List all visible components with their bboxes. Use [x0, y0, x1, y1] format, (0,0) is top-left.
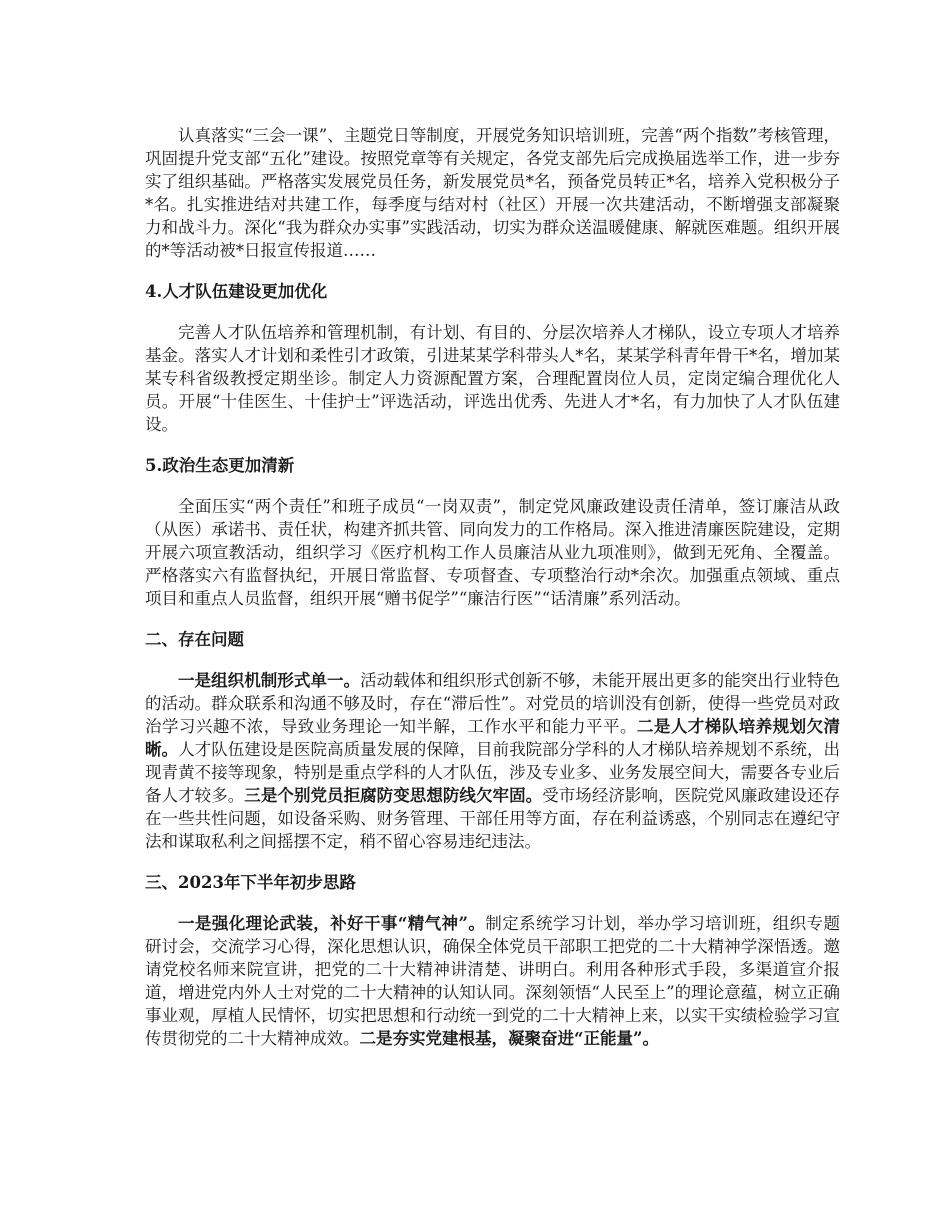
problem-2-text: 人才队伍建设是医院高质量发展的保障，目前我院部分学科的人才梯队培养规划不系统，出现青黄不接等现象，特别是重点学科的人才队伍，涉及专业多、业务发展空间大，需要各专业后备人才较多。 — [145, 740, 841, 805]
heading-talent-team: 4.人才队伍建设更加优化 — [145, 282, 328, 301]
problem-2-title: 二是人才梯队培养规划欠清晰。 — [145, 717, 841, 759]
plan-1-text: 制定系统学习计划，举办学习培训班，组织专题研讨会，交流学习心得，深化思想认识，确保全体党员干部职工把党的二十大精神学深悟透。邀请党校名师来院宣讲，把党的二十大精神讲清楚、讲明白。利用各种形式手段，多渠道宣介报道，增进党内外人士对党的二十大精神的认知认同。深刻领悟“人民至上”的理论意蕴，树立正确事业观，厚植人民情怀，切实把思想和行动统一到党的二十大精神上来，以实干实绩检验学习宣传贯彻党的二十大精神成效。 — [145, 914, 841, 1048]
paragraph-party-building: 认真落实“三会一课”、主题党日等制度，开展党务知识培训班，完善“两个指数”考核管理，巩固提升党支部“五化”建设。按照党章等有关规定，各党支部先后完成换届选举工作，进一步夯实了组织基础。严格落实发展党员任务，新发展党员*名，预备党员转正*名，培养入党积极分子*名。扎实推进结对共建工作，每季度与结对村（社区）开展一次共建活动，不断增强支部凝聚力和战斗力。深化“我为群众办实事”实践活动，切实为群众送温暖健康、解就医难题。组织开展的*等活动被*日报宣传报道…… — [145, 126, 840, 260]
heading-second-half-plan: 三、2023年下半年初步思路 — [145, 873, 356, 892]
paragraph-political-ecology: 全面压实“两个责任”和班子成员“一岗双责”，制定党风廉政建设责任清单，签订廉洁从政（从医）承诺书、责任状，构建齐抓共管、同向发力的工作格局。深入推进清廉医院建设，定期开展六项宣教活动，组织学习《医疗机构工作人员廉洁从业九项准则》，做到无死角、全覆盖。严格落实六有监督执纪，开展日常监督、专项督查、专项整治行动*余次。加强重点领域、重点项目和重点人员监督，组织开展“赠书促学”“廉洁行医”“话清廉”系列活动。 — [145, 497, 840, 608]
problem-1-title: 一是组织机制形式单一。 — [178, 671, 361, 690]
heading-existing-problems: 二、存在问题 — [145, 630, 244, 649]
paragraph-existing-problems — [145, 669, 840, 853]
problem-3-text: 受市场经济影响，医院党风廉政建设还存在一些共性问题，如设备采购、财务管理、干部任用等方面，存在利益诱惑，个别同志在遵纪守法和谋取私利之间摇摆不定，稍不留心容易违纪违法。 — [145, 786, 841, 851]
document-page — [145, 124, 840, 1050]
problem-1-text: 活动载体和组织形式创新不够，未能开展出更多的能突出行业特色的活动。群众联系和沟通不够及时，存在“滞后性”。对党员的培训没有创新，使得一些党员对政治学习兴趣不浓，导致业务理论一知半解，工作水平和能力平平。 — [145, 671, 841, 736]
problem-3-title: 三是个别党员拒腐防变思想防线欠牢固。 — [244, 786, 543, 805]
paragraph-second-half-plan — [145, 912, 840, 1050]
heading-political-ecology: 5.政治生态更加清新 — [145, 456, 295, 475]
plan-1-title: 一是强化理论武装，补好干事“精气神”。 — [178, 914, 486, 933]
plan-2-title: 二是夯实党建根基，凝聚奋进“正能量”。 — [359, 1029, 659, 1048]
paragraph-talent-team: 完善人才队伍培养和管理机制，有计划、有目的、分层次培养人才梯队，设立专项人才培养基金。落实人才计划和柔性引才政策，引进某某学科带头人*名，某某学科青年骨干*名，增加某某专科省级教授定期坐诊。制定人力资源配置方案，合理配置岗位人员，定岗定编合理优化人员。开展“十佳医生、十佳护士”评选活动，评选出优秀、先进人才*名，有力加快了人才队伍建设。 — [145, 323, 840, 434]
